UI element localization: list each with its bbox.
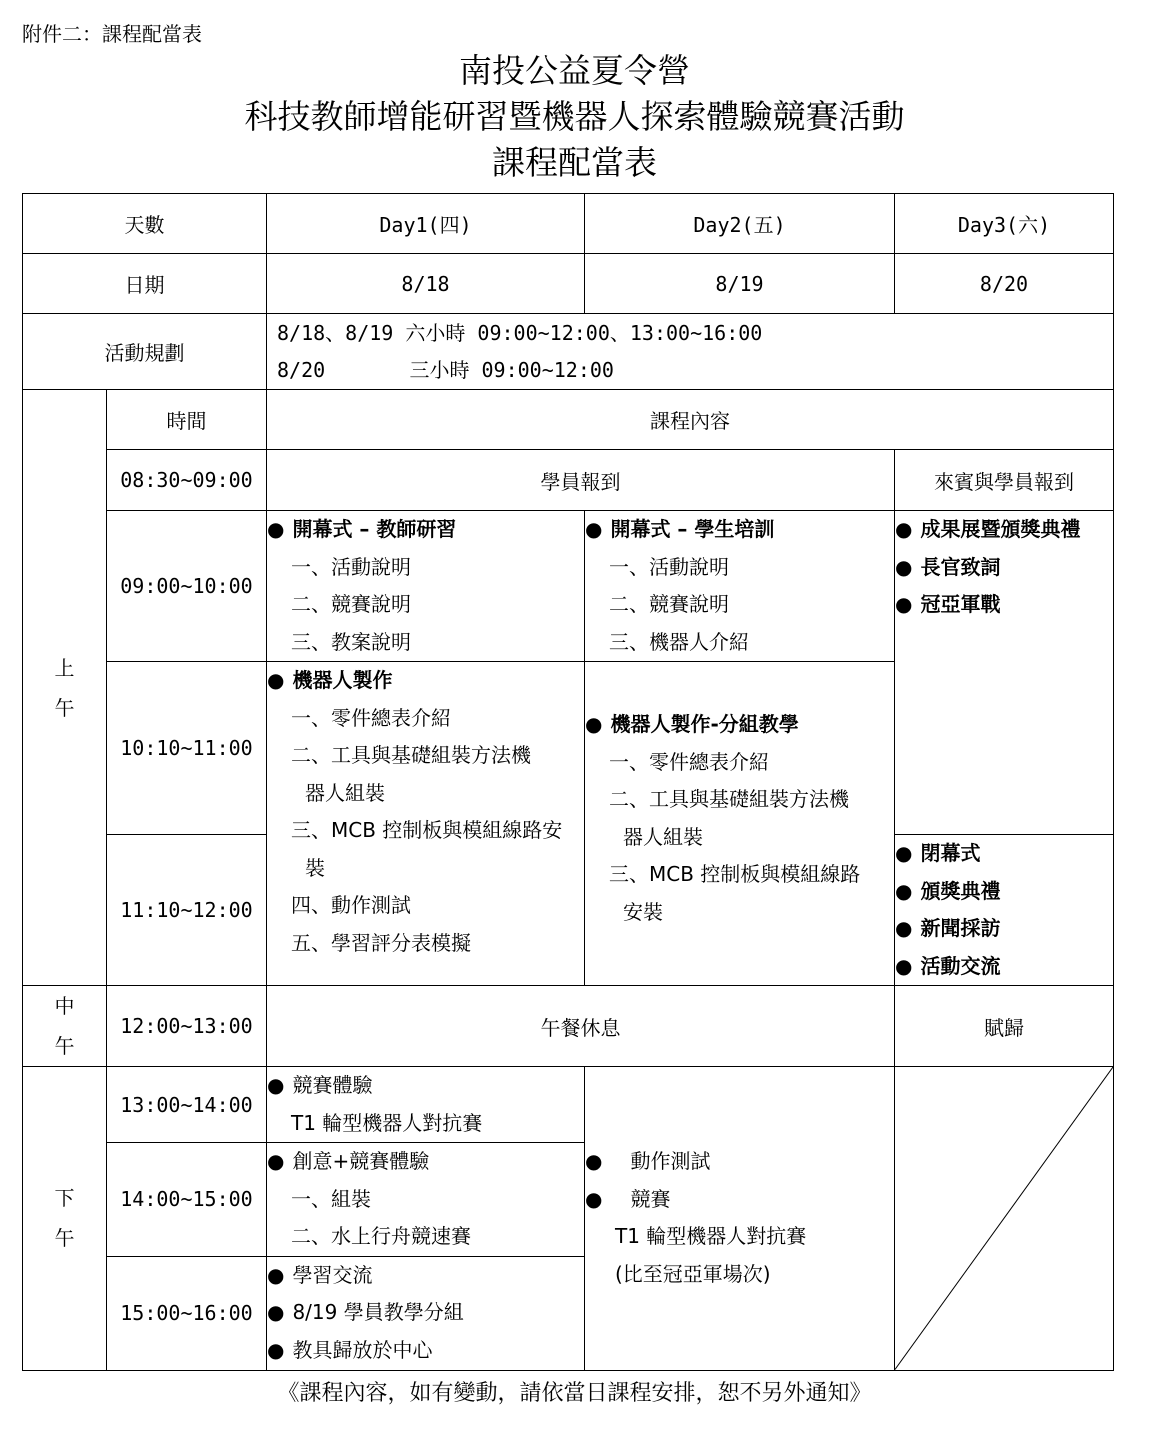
title-line-3: 課程配當表 [492, 143, 657, 182]
day1-build [267, 662, 585, 986]
date-day3: 8/20 [895, 254, 1114, 314]
period-noon [23, 986, 107, 1067]
plan-label: 活動規劃 [23, 314, 267, 390]
time-1200: 12:00~13:00 [107, 986, 267, 1067]
day1-opening-item-1: 一、活動說明 [291, 554, 411, 579]
content-label: 課程內容 [267, 390, 1114, 450]
time-1010: 10:10~11:00 [107, 662, 267, 835]
day1-build-line-4: 四、動作測試 [291, 893, 411, 917]
period-noon-char-1: 中 [54, 994, 75, 1018]
date-day2: 8/19 [585, 254, 895, 314]
day1-creative-head: ● 創意+競賽體驗 [267, 1143, 584, 1181]
schedule-table [22, 193, 1114, 1371]
day2-afternoon-bullet-2 [585, 1181, 894, 1219]
day1-exchange-item-3: ● 教具歸放於中心 [267, 1332, 584, 1370]
day1-header: Day1(四) [267, 194, 585, 254]
day2-opening [585, 511, 895, 662]
day2-afternoon [585, 1067, 895, 1371]
day1-competition-line-1: T1 輪型機器人對抗賽 [291, 1110, 483, 1135]
day1-exchange-item-2: ● 8/19 學員教學分組 [267, 1294, 584, 1332]
row-1200 [23, 986, 1114, 1067]
day2-opening-item-3: 三、機器人介紹 [609, 629, 749, 654]
day3-closing-item-2: ● 頒獎典禮 [895, 873, 1113, 911]
day3-closing-item-4: ● 活動交流 [895, 948, 1113, 986]
title-line-1: 南投公益夏令營 [459, 51, 690, 90]
period-morning-char-2: 午 [54, 695, 75, 720]
day2-build-line-2: 二、工具與基礎組裝方法機 [609, 787, 849, 811]
day1-creative [267, 1143, 585, 1257]
time-header-row [23, 390, 1114, 450]
plan-row [23, 314, 1114, 390]
day2-build-line-2b: 器人組裝 [623, 824, 703, 849]
day2-opening-head: ● 開幕式 – 學生培訓 [585, 511, 894, 549]
time-0830: 08:30~09:00 [107, 450, 267, 511]
period-afternoon-char-1: 下 [54, 1186, 75, 1211]
time-label: 時間 [107, 390, 267, 450]
day1-opening-item-2: 二、競賽說明 [291, 592, 411, 616]
time-1400: 14:00~15:00 [107, 1143, 267, 1257]
day2-afternoon-line-4: (比至冠亞軍場次) [615, 1261, 771, 1286]
day3-ceremony-item-1: ● 成果展暨頒獎典禮 [895, 511, 1113, 549]
day3-header: Day3(六) [895, 194, 1114, 254]
lunch-break: 午餐休息 [267, 986, 895, 1067]
day2-opening-item-2: 二、競賽說明 [609, 592, 729, 616]
day3-ceremony-item-2: ● 長官致詞 [895, 549, 1113, 587]
day1-build-head: ● 機器人製作 [267, 662, 584, 700]
day1-opening [267, 511, 585, 662]
period-morning [23, 390, 107, 986]
footer-note: 《課程內容，如有變動，請依當日課程安排，恕不另外通知》 [277, 1381, 872, 1406]
date-row [23, 254, 1114, 314]
day3-ceremony-item-3: ● 冠亞軍戰 [895, 586, 1113, 624]
attachment-label: 附件二：課程配當表 [22, 22, 202, 46]
day1-build-line-1: 一、零件總表介紹 [291, 705, 451, 730]
day1-build-line-3: 三、MCB 控制板與模組線路安 [291, 818, 563, 842]
checkin-day3: 來賓與學員報到 [895, 450, 1114, 511]
date-label: 日期 [23, 254, 267, 314]
period-afternoon [23, 1067, 107, 1371]
row-0830 [23, 450, 1114, 511]
day1-build-line-3b: 裝 [305, 855, 325, 880]
title-block [0, 48, 1149, 186]
period-afternoon-char-2: 午 [54, 1226, 75, 1251]
day3-return: 賦歸 [895, 986, 1114, 1067]
day1-build-line-2b: 器人組裝 [305, 780, 385, 805]
day3-ceremony [895, 511, 1114, 835]
day2-afternoon-line-3: T1 輪型機器人對抗賽 [615, 1224, 807, 1248]
day1-opening-head: ● 開幕式 – 教師研習 [267, 511, 584, 549]
day1-competition [267, 1067, 585, 1143]
day2-build [585, 662, 895, 986]
time-1500: 15:00~16:00 [107, 1256, 267, 1370]
period-morning-char-1: 上 [54, 655, 75, 680]
days-label: 天數 [23, 194, 267, 254]
day2-afternoon-bullet-1 [585, 1143, 894, 1181]
day1-creative-line-1: 一、組裝 [291, 1186, 371, 1211]
day3-closing [895, 835, 1114, 986]
days-row [23, 194, 1114, 254]
day2-build-line-3b: 安裝 [623, 899, 663, 924]
day1-competition-head: ● 競賽體驗 [267, 1067, 584, 1105]
day2-opening-item-1: 一、活動說明 [609, 554, 729, 579]
day2-afternoon-b2-text: 競賽 [630, 1186, 671, 1211]
date-day1: 8/18 [267, 254, 585, 314]
day1-build-line-2: 二、工具與基礎組裝方法機 [291, 743, 531, 767]
day1-opening-item-3: 三、教案說明 [291, 629, 411, 654]
day2-header: Day2(五) [585, 194, 895, 254]
period-noon-char-2: 午 [54, 1034, 75, 1058]
day3-afternoon-empty [895, 1067, 1114, 1371]
day2-build-head: ● 機器人製作-分組教學 [585, 706, 894, 744]
day3-closing-item-3: ● 新聞採訪 [895, 910, 1113, 948]
day3-closing-item-1: ● 閉幕式 [895, 835, 1113, 873]
row-0900 [23, 511, 1114, 662]
day1-exchange-item-1: ● 學習交流 [267, 1257, 584, 1295]
plan-line-1: 8/18、8/19 六小時 09:00~12:00、13:00~16:00 [277, 320, 763, 345]
diagonal-slash [895, 1067, 1113, 1370]
row-1300 [23, 1067, 1114, 1143]
day2-build-line-3: 三、MCB 控制板與模組線路 [609, 862, 861, 886]
time-0900: 09:00~10:00 [107, 511, 267, 662]
day2-build-line-1: 一、零件總表介紹 [609, 749, 769, 774]
day1-exchange [267, 1256, 585, 1370]
day1-creative-line-2: 二、水上行舟競速賽 [291, 1224, 471, 1248]
plan-line-2: 8/20 三小時 09:00~12:00 [277, 357, 614, 382]
day1-build-line-5: 五、學習評分表模擬 [291, 930, 471, 955]
day2-afternoon-b1-text: 動作測試 [630, 1149, 711, 1173]
checkin-day12: 學員報到 [267, 450, 895, 511]
time-1300: 13:00~14:00 [107, 1067, 267, 1143]
plan-content [267, 314, 1114, 390]
title-line-2: 科技教師增能研習暨機器人探索體驗競賽活動 [244, 97, 905, 136]
time-1110: 11:10~12:00 [107, 835, 267, 986]
